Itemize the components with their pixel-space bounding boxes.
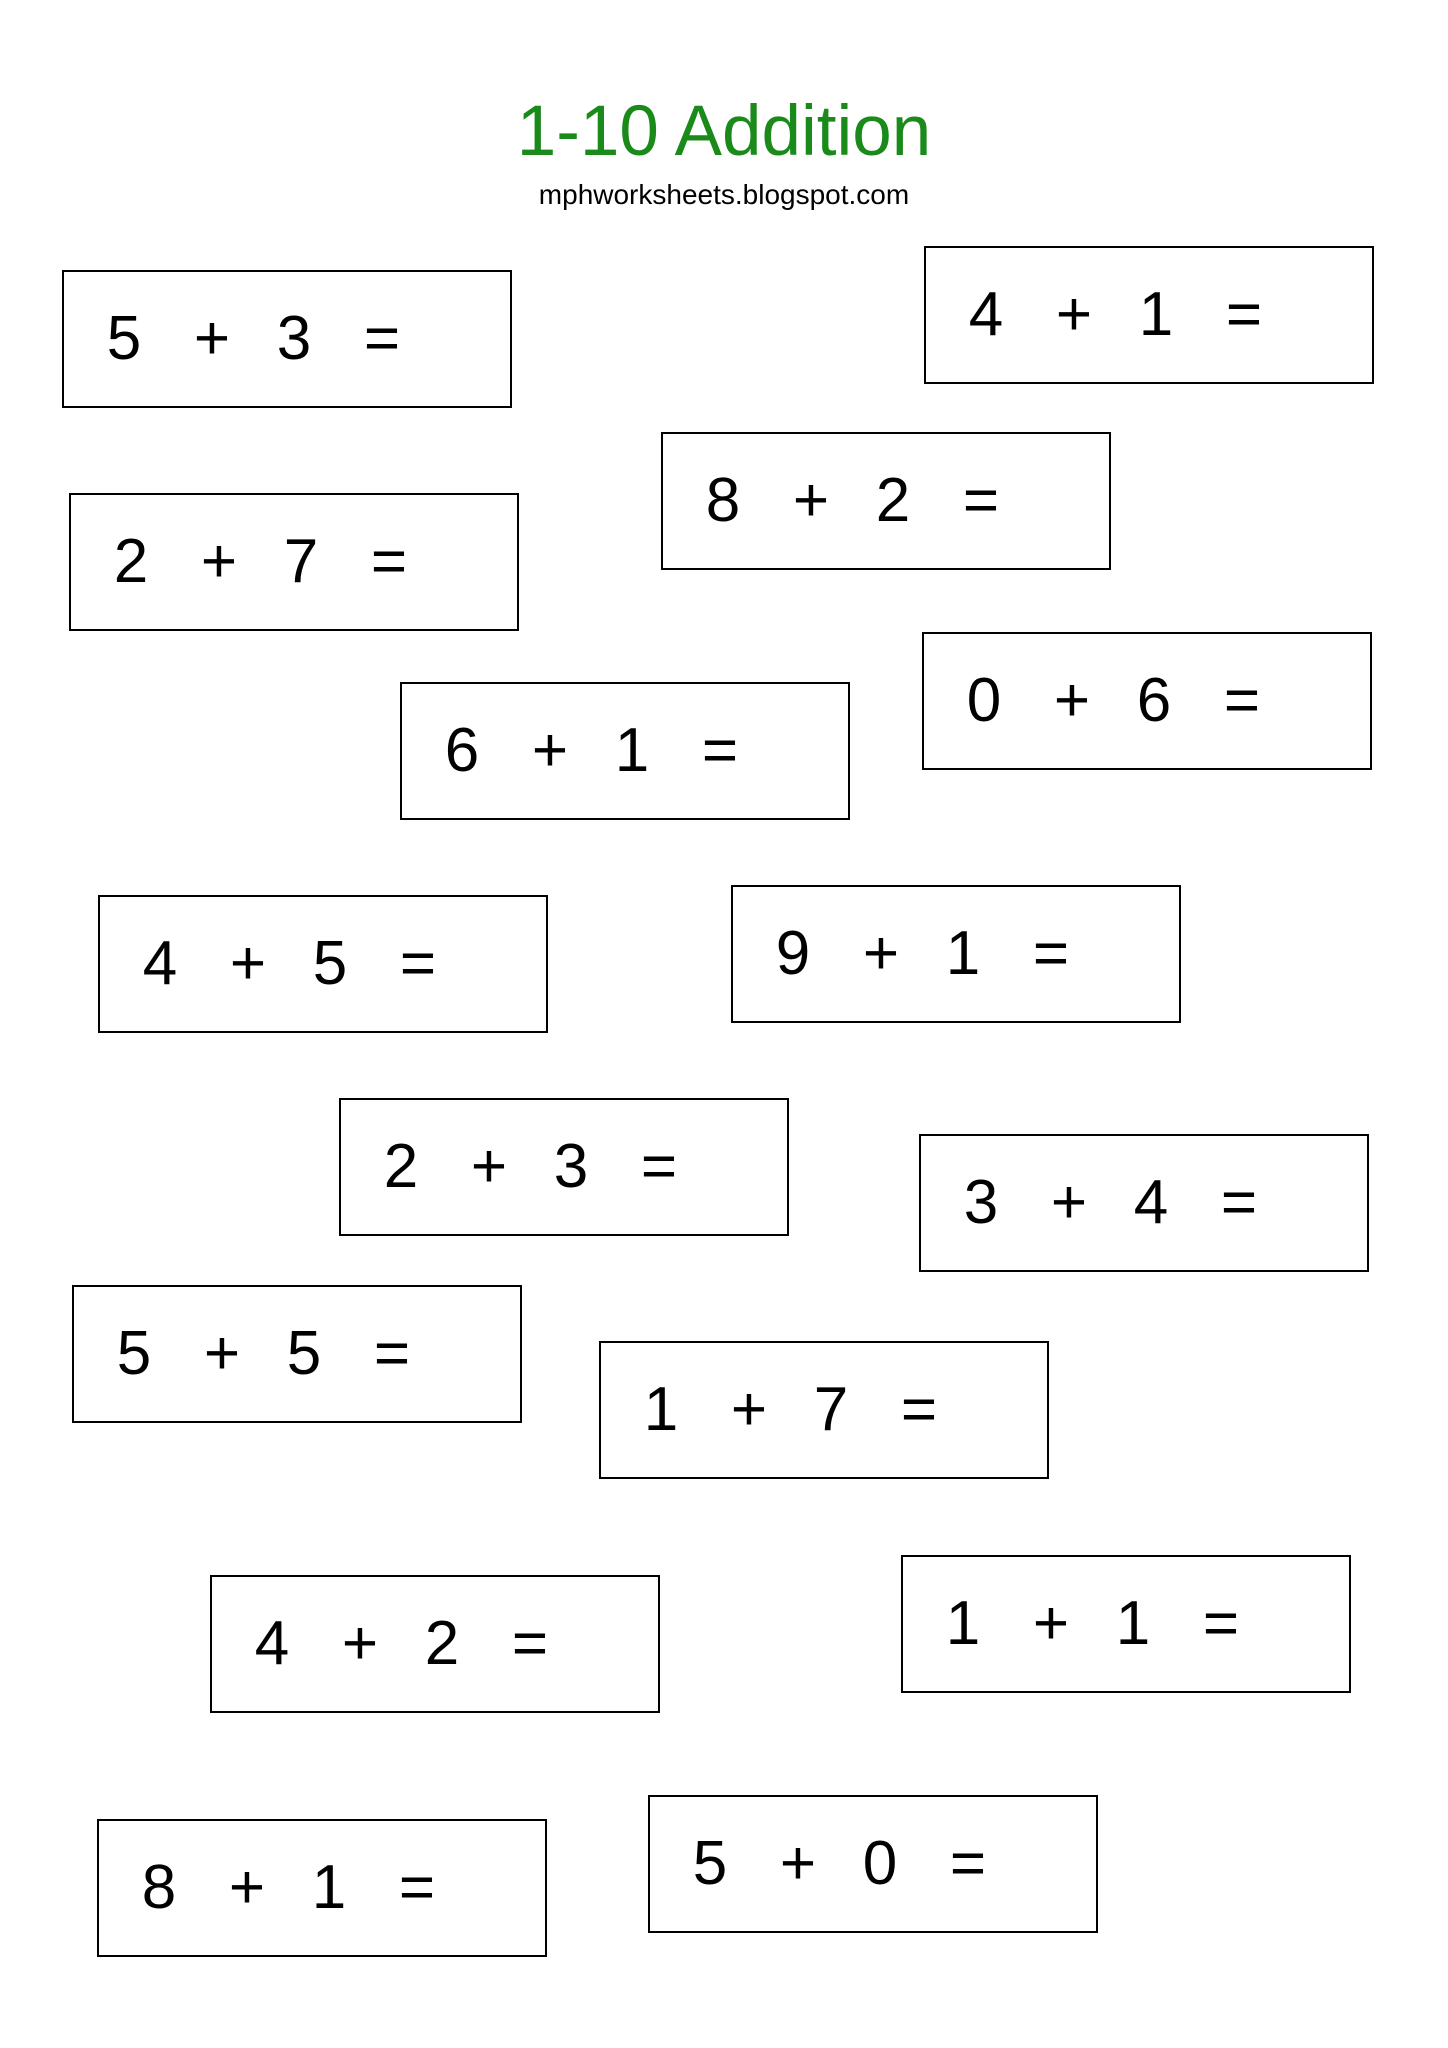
plus-sign: +	[1053, 666, 1091, 735]
addition-problem-8	[731, 885, 1181, 1023]
addition-problem-13	[210, 1575, 660, 1713]
plus-sign: +	[862, 919, 900, 988]
plus-sign: +	[470, 1132, 508, 1201]
equals-sign: =	[900, 1375, 938, 1444]
equals-sign: =	[1220, 1168, 1258, 1237]
first-addend: 5	[692, 1829, 728, 1898]
addition-problem-11	[72, 1285, 522, 1423]
first-addend: 5	[116, 1319, 152, 1388]
addition-problem-6	[400, 682, 850, 820]
first-addend: 4	[254, 1609, 290, 1678]
second-addend: 2	[875, 466, 911, 535]
second-addend: 3	[553, 1132, 589, 1201]
first-addend: 4	[142, 929, 178, 998]
addition-problem-14	[901, 1555, 1351, 1693]
plus-sign: +	[228, 1853, 266, 1922]
worksheet-title: 1-10 Addition	[516, 92, 932, 171]
equals-sign: =	[1225, 280, 1263, 349]
first-addend: 1	[945, 1589, 981, 1658]
equals-sign: =	[1202, 1589, 1240, 1658]
second-addend: 1	[1138, 280, 1174, 349]
second-addend: 1	[311, 1853, 347, 1922]
first-addend: 0	[966, 666, 1002, 735]
second-addend: 0	[862, 1829, 898, 1898]
second-addend: 2	[424, 1609, 460, 1678]
equals-sign: =	[363, 304, 401, 373]
equals-sign: =	[511, 1609, 549, 1678]
equals-sign: =	[949, 1829, 987, 1898]
plus-sign: +	[1055, 280, 1093, 349]
plus-sign: +	[203, 1319, 241, 1388]
plus-sign: +	[341, 1609, 379, 1678]
second-addend: 1	[614, 716, 650, 785]
second-addend: 7	[283, 527, 319, 596]
plus-sign: +	[730, 1375, 768, 1444]
second-addend: 3	[276, 304, 312, 373]
addition-problem-4	[69, 493, 519, 631]
first-addend: 2	[113, 527, 149, 596]
addition-problem-7	[98, 895, 548, 1033]
second-addend: 1	[1115, 1589, 1151, 1658]
addition-problem-10	[919, 1134, 1369, 1272]
plus-sign: +	[229, 929, 267, 998]
plus-sign: +	[200, 527, 238, 596]
second-addend: 5	[286, 1319, 322, 1388]
first-addend: 8	[141, 1853, 177, 1922]
addition-problem-9	[339, 1098, 789, 1236]
addition-problem-5	[922, 632, 1372, 770]
second-addend: 6	[1136, 666, 1172, 735]
equals-sign: =	[1223, 666, 1261, 735]
equals-sign: =	[1032, 919, 1070, 988]
plus-sign: +	[1050, 1168, 1088, 1237]
second-addend: 5	[312, 929, 348, 998]
plus-sign: +	[193, 304, 231, 373]
equals-sign: =	[399, 929, 437, 998]
first-addend: 5	[106, 304, 142, 373]
plus-sign: +	[779, 1829, 817, 1898]
equals-sign: =	[370, 527, 408, 596]
addition-problem-1	[62, 270, 512, 408]
first-addend: 6	[444, 716, 480, 785]
equals-sign: =	[640, 1132, 678, 1201]
first-addend: 1	[643, 1375, 679, 1444]
equals-sign: =	[962, 466, 1000, 535]
equals-sign: =	[701, 716, 739, 785]
second-addend: 4	[1133, 1168, 1169, 1237]
equals-sign: =	[373, 1319, 411, 1388]
first-addend: 9	[775, 919, 811, 988]
addition-problem-16	[648, 1795, 1098, 1933]
plus-sign: +	[1032, 1589, 1070, 1658]
first-addend: 8	[705, 466, 741, 535]
worksheet-source-url: mphworksheets.blogspot.com	[538, 179, 910, 210]
plus-sign: +	[792, 466, 830, 535]
plus-sign: +	[531, 716, 569, 785]
addition-problem-12	[599, 1341, 1049, 1479]
addition-problem-15	[97, 1819, 547, 1957]
first-addend: 2	[383, 1132, 419, 1201]
first-addend: 4	[968, 280, 1004, 349]
equals-sign: =	[398, 1853, 436, 1922]
addition-problem-2	[924, 246, 1374, 384]
addition-problem-3	[661, 432, 1111, 570]
second-addend: 7	[813, 1375, 849, 1444]
first-addend: 3	[963, 1168, 999, 1237]
second-addend: 1	[945, 919, 981, 988]
